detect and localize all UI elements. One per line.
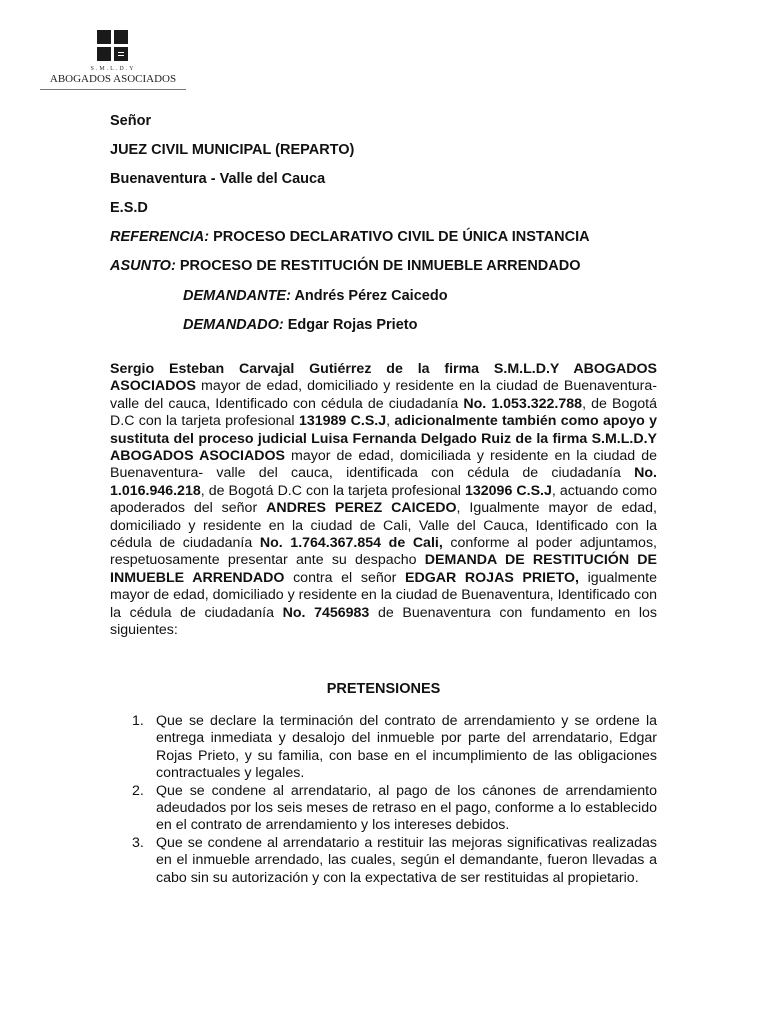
asunto-label: ASUNTO: [110, 258, 176, 274]
body-text-bold: No. 1.764.367.854 de Cali, [259, 535, 443, 552]
demandante-label: DEMANDANTE: [183, 288, 291, 304]
body-text-bold: 132096 C.S.J [465, 482, 552, 499]
body-paragraph [110, 361, 657, 640]
body-text: , Igualmente mayor de edad, domiciliado y residente en la ciudad de Cali, Valle del Cauca, Identificado con la cédula de ciudadanía [110, 500, 657, 552]
list-item [110, 835, 657, 887]
body-text: mayor de edad, domiciliado y residente en la ciudad de Buenaventura- valle del cauca, Identificado con cédula de ciudadanía [110, 378, 657, 412]
pretensiones-list [110, 713, 657, 887]
body-text: mayor de edad, domiciliada y residente en la ciudad de Buenaventura- valle del cauca, identificada con cédula de ciudadanía [110, 448, 657, 482]
body-text: igualmente mayor de edad, domiciliado y residente en la ciudad de Buenaventura, Identificado con la cédula de ciudadanía [110, 569, 657, 621]
body-text-bold: No. 1.053.322.788 [463, 395, 583, 412]
body-text-bold: DEMANDA DE RESTITUCIÓN DE INMUEBLE ARRENDADO [110, 552, 657, 586]
list-item-number: 2. [132, 782, 144, 799]
demandado-value: Edgar Rojas Prieto [287, 317, 418, 333]
asunto-value: PROCESO DE RESTITUCIÓN DE INMUEBLE ARRENDADO [179, 258, 581, 274]
firm-logo [40, 26, 186, 92]
esd-line: E.S.D [110, 200, 148, 216]
body-text: de Buenaventura con fundamento en los siguientes: [110, 604, 657, 639]
logo-divider [40, 89, 186, 90]
body-text-bold: adicionalmente también como apoyo y sustituta del proceso judicial Luisa Fernanda Delgado Ruiz de la firma S.M.L.D.Y ABOGADOS ASOCIADOS [110, 413, 657, 465]
list-item-number: 1. [132, 713, 144, 729]
body-text: contra el señor [284, 569, 406, 586]
body-text-bold: No. 1.016.946.218 [110, 465, 657, 499]
logo-subtitle: S.M.L.D.Y [90, 66, 136, 72]
demandante-value: Andrés Pérez Caicedo [294, 288, 448, 304]
referencia-line [110, 229, 590, 245]
body-text-bold: 131989 C.S.J [298, 413, 387, 430]
pretensiones-heading: PRETENSIONES [326, 681, 441, 697]
list-item-text: Que se declare la terminación del contrato de arrendamiento y se ordene la entrega inmediata y desalojo del inmueble por parte del arrendatario, Edgar Rojas Prieto, y su familia, con base en el incumplimiento de las obligaciones contractuales y legales. [156, 713, 657, 782]
body-text: , de Bogotá D.C con la tarjeta profesional [200, 482, 465, 499]
referencia-value: PROCESO DECLARATIVO CIVIL DE ÚNICA INSTANCIA [213, 229, 590, 245]
asunto-line [110, 258, 580, 274]
logo-mark-icon [97, 30, 129, 62]
body-text-bold: ANDRES PEREZ CAICEDO [266, 500, 457, 517]
salutation: Señor [110, 113, 152, 129]
list-item [110, 783, 657, 835]
body-text: , de Bogotá D.C con la tarjeta profesional [110, 395, 657, 430]
body-text: , [386, 413, 395, 430]
list-item [110, 713, 657, 783]
body-text: conforme al poder adjuntamos, respetuosamente presentar ante su despacho [110, 535, 657, 569]
referencia-label: REFERENCIA: [110, 229, 210, 245]
list-item-text: Que se condene al arrendatario a restituir las mejoras significativas realizadas en el inmueble arrendado, las cuales, según el demandante, fueron llevadas a cabo sin su autorización y con la expectativa de ser restituidas al propietario. [156, 834, 657, 886]
list-item-number: 3. [132, 834, 144, 851]
logo-name: ABOGADOS ASOCIADOS [49, 73, 177, 85]
body-text-bold: No. 7456983 [282, 604, 370, 621]
demandado-label: DEMANDADO: [183, 317, 284, 333]
demandado-line [183, 317, 417, 333]
list-item-text: Que se condene al arrendatario, al pago de los cánones de arrendamiento adeudados por los seis meses de retraso en el pago, conforme a lo establecido en el contrato de arrendamiento y los intereses debidos. [156, 782, 657, 834]
addressee: JUEZ CIVIL MUNICIPAL (REPARTO) [110, 142, 355, 158]
body-text: , actuando como apoderados del señor [110, 482, 657, 517]
city-line: Buenaventura - Valle del Cauca [110, 171, 326, 187]
body-text-bold: EDGAR ROJAS PRIETO, [405, 569, 579, 586]
body-text-bold: Sergio Esteban Carvajal Gutiérrez de la firma S.M.L.D.Y ABOGADOS ASOCIADOS [110, 361, 657, 395]
demandante-line [183, 288, 448, 304]
